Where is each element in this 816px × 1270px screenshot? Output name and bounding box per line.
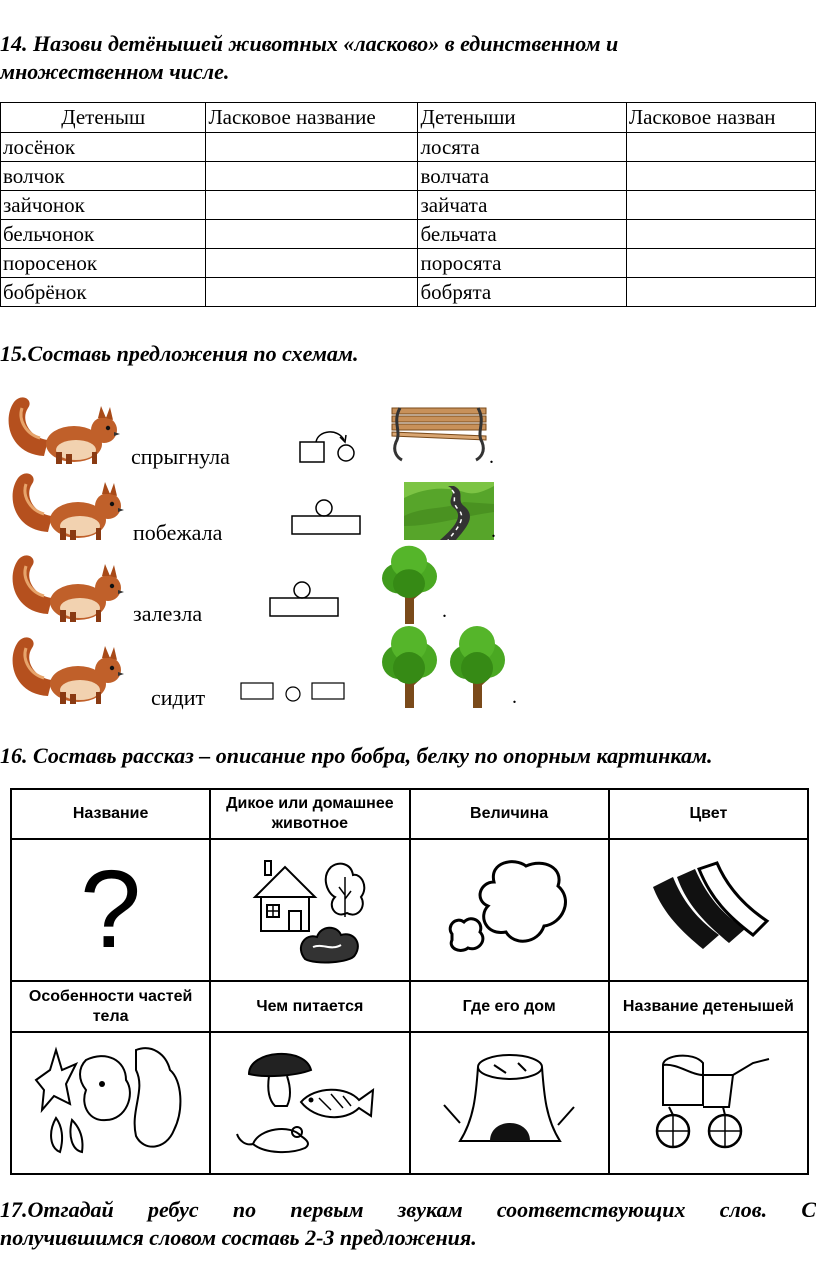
answer-cell[interactable] — [626, 220, 815, 249]
answer-cell[interactable] — [206, 133, 418, 162]
squirrel-image — [4, 394, 126, 466]
road-landscape-image — [404, 482, 494, 540]
bench-image — [388, 402, 490, 464]
cell: бобрёнок — [1, 278, 206, 307]
period: . — [512, 686, 517, 708]
cell: поросята — [418, 249, 626, 278]
squirrel-image — [8, 552, 130, 624]
answer-cell[interactable] — [626, 162, 815, 191]
size-blobs-cell — [410, 839, 609, 981]
sentence-schema-3 — [268, 580, 342, 620]
house-and-bushes-cell — [210, 839, 409, 981]
color-strips-cell — [609, 839, 808, 981]
home-stump-cell — [410, 1032, 609, 1174]
verb-ran: побежала — [133, 520, 223, 545]
tree-image — [381, 624, 441, 708]
answer-cell[interactable] — [206, 220, 418, 249]
cell: волчата — [418, 162, 626, 191]
cell: бельчата — [418, 220, 626, 249]
table-row — [1, 220, 816, 249]
body-parts-cell — [11, 1032, 210, 1174]
table-row — [11, 1032, 808, 1174]
answer-cell[interactable] — [626, 249, 815, 278]
table-header-row — [1, 103, 816, 133]
period: . — [491, 520, 496, 542]
cell: лосёнок — [1, 133, 206, 162]
period: . — [489, 446, 494, 468]
stroller-cell — [609, 1032, 808, 1174]
header-cub: Детеныш — [1, 103, 206, 133]
blobs-icon — [434, 852, 584, 962]
answer-cell[interactable] — [206, 191, 418, 220]
table-row — [11, 981, 808, 1031]
task17-heading-line1: 17.Отгадай ребус по первым звукам соответствующих слов. С — [0, 1197, 816, 1222]
table-row — [1, 162, 816, 191]
table-row — [1, 133, 816, 162]
header-cubs: Детеныши — [418, 103, 626, 133]
header-diminutive-plural: Ласковое назван — [626, 103, 815, 133]
answer-cell[interactable] — [626, 278, 815, 307]
table-row — [11, 839, 808, 981]
sentence-schema-1 — [298, 428, 360, 468]
tree-stump-icon — [434, 1045, 584, 1155]
food-cell — [210, 1032, 409, 1174]
task14-heading-line1: 14. Назови детёнышей животных «ласково» в единственном и — [0, 31, 619, 56]
sentence-schema-4 — [238, 680, 348, 706]
label-body-features: Особенности частей тела — [11, 981, 210, 1031]
cell: поросенок — [1, 249, 206, 278]
table-row — [11, 789, 808, 839]
answer-cell[interactable] — [206, 162, 418, 191]
answer-cell[interactable] — [626, 191, 815, 220]
label-wild-or-domestic: Дикое или домашнее животное — [210, 789, 409, 839]
label-food: Чем питается — [210, 981, 409, 1031]
tree-image — [381, 544, 441, 624]
table-row — [1, 249, 816, 278]
sentence-schema-2 — [290, 498, 364, 538]
table-row — [1, 191, 816, 220]
answer-cell[interactable] — [206, 249, 418, 278]
cell: лосята — [418, 133, 626, 162]
description-plan-table — [10, 788, 809, 1175]
animal-parts-icon — [26, 1040, 196, 1160]
label-cub-names: Название детенышей — [609, 981, 808, 1031]
answer-cell[interactable] — [206, 278, 418, 307]
header-diminutive: Ласковое название — [206, 103, 418, 133]
label-size: Величина — [410, 789, 609, 839]
cell: зайчата — [418, 191, 626, 220]
verb-jumped: спрыгнула — [131, 444, 230, 469]
answer-cell[interactable] — [626, 133, 815, 162]
color-strips-icon — [633, 857, 783, 957]
label-home: Где его дом — [410, 981, 609, 1031]
verb-sits: сидит — [151, 685, 206, 710]
period: . — [442, 600, 447, 622]
verb-climbed: залезла — [133, 601, 203, 626]
label-name: Название — [11, 789, 210, 839]
diminutive-table — [0, 102, 816, 307]
question-cell — [11, 839, 210, 981]
tree-image — [449, 624, 509, 708]
squirrel-image — [8, 470, 130, 542]
mushroom-fish-mouse-icon — [235, 1040, 385, 1160]
task17-heading-line2: получившимся словом составь 2-3 предложения. — [0, 1225, 477, 1250]
baby-stroller-icon — [633, 1045, 783, 1155]
squirrel-image — [8, 634, 130, 706]
cell: бельчонок — [1, 220, 206, 249]
cell: бобрята — [418, 278, 626, 307]
label-color: Цвет — [609, 789, 808, 839]
cell: волчок — [1, 162, 206, 191]
task15-heading: 15.Составь предложения по схемам. — [0, 341, 359, 366]
house-and-bush-icon — [235, 847, 385, 967]
table-row — [1, 278, 816, 307]
task14-heading-line2: множественном числе. — [0, 59, 230, 84]
question-mark: ? — [80, 848, 142, 972]
task16-heading: 16. Составь рассказ – описание про бобра, белку по опорным картинкам. — [0, 743, 713, 768]
cell: зайчонок — [1, 191, 206, 220]
